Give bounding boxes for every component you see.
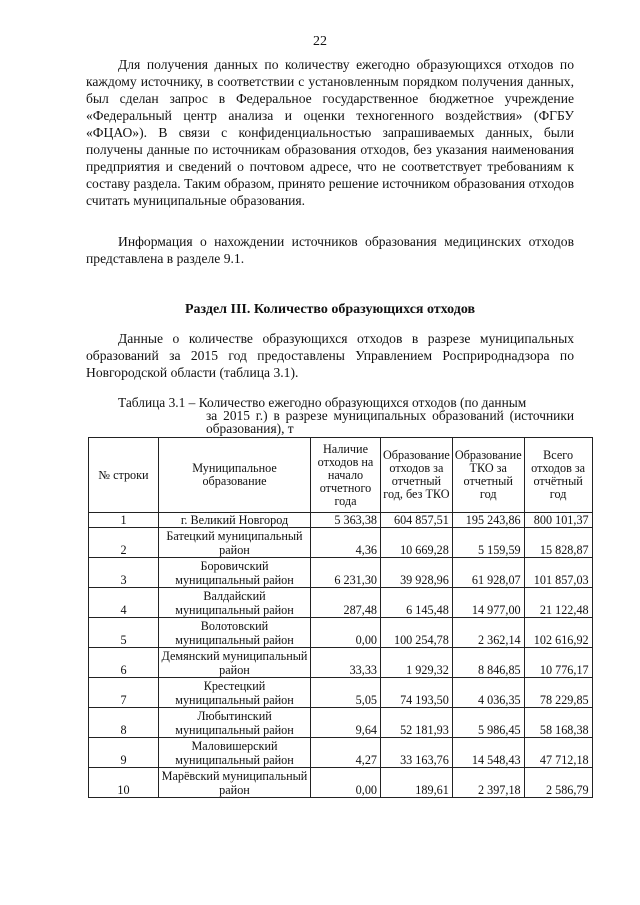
row-number: 1	[89, 513, 159, 528]
row-municipality: Волотовский муниципальный район	[159, 618, 311, 648]
table-caption	[118, 396, 574, 435]
row-generated-tko: 14 977,00	[452, 588, 524, 618]
header-row-number: № строки	[89, 438, 159, 513]
waste-table	[88, 437, 593, 798]
row-number: 4	[89, 588, 159, 618]
row-total: 10 776,17	[524, 648, 592, 678]
header-opening-stock: Наличие отходов на начало отчетного года	[311, 438, 381, 513]
row-municipality: Марёвский муниципальный район	[159, 768, 311, 798]
row-number: 5	[89, 618, 159, 648]
row-municipality: Демянский муниципальный район	[159, 648, 311, 678]
row-number: 3	[89, 558, 159, 588]
row-total: 78 229,85	[524, 678, 592, 708]
table-caption-line2: за 2015 г.) в разрезе муниципальных образований (источники образования), т	[206, 408, 574, 436]
row-number: 9	[89, 738, 159, 768]
table-row	[89, 708, 593, 738]
row-generated-tko: 14 548,43	[452, 738, 524, 768]
row-generated-tko: 5 986,45	[452, 708, 524, 738]
row-total: 102 616,92	[524, 618, 592, 648]
row-generated-no-tko: 604 857,51	[381, 513, 453, 528]
row-generated-no-tko: 6 145,48	[381, 588, 453, 618]
section-intro: Данные о количестве образующихся отходов в разрезе муниципальных образований за 2015 год предоставлены Управлением Росприроднадзора по Новгородской области (таблица 3.1).	[86, 331, 574, 380]
table-row	[89, 528, 593, 558]
row-total: 15 828,87	[524, 528, 592, 558]
row-number: 2	[89, 528, 159, 558]
row-opening-stock: 5 363,38	[311, 513, 381, 528]
row-generated-tko: 61 928,07	[452, 558, 524, 588]
row-municipality: Валдайский муниципальный район	[159, 588, 311, 618]
row-generated-tko: 195 243,86	[452, 513, 524, 528]
row-generated-no-tko: 189,61	[381, 768, 453, 798]
row-opening-stock: 6 231,30	[311, 558, 381, 588]
header-generated-tko: Образование ТКО за отчетный год	[452, 438, 524, 513]
row-number: 7	[89, 678, 159, 708]
page-number: 22	[313, 34, 327, 49]
table-row	[89, 648, 593, 678]
row-generated-no-tko: 39 928,96	[381, 558, 453, 588]
row-opening-stock: 4,27	[311, 738, 381, 768]
row-municipality: Любытинский муниципальный район	[159, 708, 311, 738]
row-number: 8	[89, 708, 159, 738]
row-opening-stock: 0,00	[311, 618, 381, 648]
row-generated-no-tko: 10 669,28	[381, 528, 453, 558]
row-municipality: г. Великий Новгород	[159, 513, 311, 528]
row-number: 6	[89, 648, 159, 678]
row-municipality: Батецкий муниципальный район	[159, 528, 311, 558]
row-generated-no-tko: 52 181,93	[381, 708, 453, 738]
table-header-row	[89, 438, 593, 513]
header-municipality: Муниципальное образование	[159, 438, 311, 513]
paragraph-data-source: Для получения данных по количеству ежегодно образующихся отходов по каждому источнику, в соответствии с установленным порядком получения данных, был сделан запрос в Федеральное государственное бюджетное учреждение «Федеральный центр анализа и оценки техногенного воздействия» (ФГБУ «ФЦАО»). В связи с конфиденциальностью запрашиваемых данных, были получены данные по источникам образования отходов, без указания наименования предприятия и сведений о почтовом адресе, что не соответствует требованиям к составу раздела. Таким образом, принято решение источником образования отходов считать муниципальные образования.	[86, 57, 574, 208]
row-total: 58 168,38	[524, 708, 592, 738]
row-generated-no-tko: 1 929,32	[381, 648, 453, 678]
row-generated-no-tko: 33 163,76	[381, 738, 453, 768]
section-heading: Раздел III. Количество образующихся отходов	[184, 302, 476, 317]
table-caption-line1: Таблица 3.1 – Количество ежегодно образующихся отходов (по данным	[118, 395, 527, 410]
row-opening-stock: 5,05	[311, 678, 381, 708]
header-generated-no-tko: Образование отходов за отчетный год, без ТКО	[381, 438, 453, 513]
row-total: 101 857,03	[524, 558, 592, 588]
table-row	[89, 768, 593, 798]
row-municipality: Маловишерский муниципальный район	[159, 738, 311, 768]
row-generated-no-tko: 74 193,50	[381, 678, 453, 708]
row-generated-tko: 2 362,14	[452, 618, 524, 648]
table-row	[89, 738, 593, 768]
row-opening-stock: 9,64	[311, 708, 381, 738]
row-opening-stock: 33,33	[311, 648, 381, 678]
table-row	[89, 558, 593, 588]
row-municipality: Крестецкий муниципальный район	[159, 678, 311, 708]
table-row	[89, 678, 593, 708]
row-total: 800 101,37	[524, 513, 592, 528]
row-municipality: Боровичский муниципальный район	[159, 558, 311, 588]
row-generated-no-tko: 100 254,78	[381, 618, 453, 648]
row-number: 10	[89, 768, 159, 798]
table-row	[89, 513, 593, 528]
row-generated-tko: 8 846,85	[452, 648, 524, 678]
row-generated-tko: 4 036,35	[452, 678, 524, 708]
row-opening-stock: 4,36	[311, 528, 381, 558]
row-opening-stock: 287,48	[311, 588, 381, 618]
row-total: 2 586,79	[524, 768, 592, 798]
row-opening-stock: 0,00	[311, 768, 381, 798]
row-total: 47 712,18	[524, 738, 592, 768]
row-total: 21 122,48	[524, 588, 592, 618]
paragraph-medical-waste: Информация о нахождении источников образования медицинских отходов представлена в разделе 9.1.	[86, 234, 574, 266]
table-row	[89, 618, 593, 648]
row-generated-tko: 2 397,18	[452, 768, 524, 798]
row-generated-tko: 5 159,59	[452, 528, 524, 558]
table-row	[89, 588, 593, 618]
header-total: Всего отходов за отчётный год	[524, 438, 592, 513]
